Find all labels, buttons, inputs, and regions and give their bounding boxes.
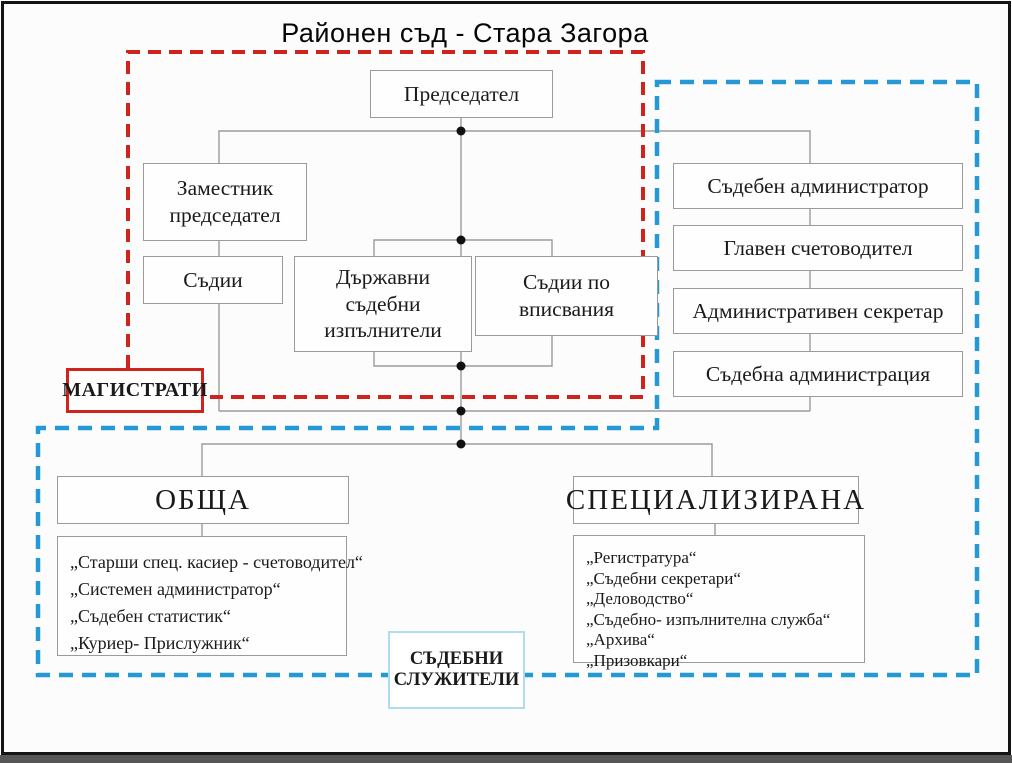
junction-dot (457, 362, 466, 371)
list-item: „Архива“ (586, 630, 655, 649)
list-item: „Съдебен статистик“ (70, 606, 231, 626)
junction-dot (457, 440, 466, 449)
list-item: „Призовкари“ (586, 650, 688, 670)
general-staff-list (57, 536, 363, 656)
node-court-administration: Съдебна администрация (673, 351, 963, 397)
node-state-bailiffs: Държавни съдебни изпълнители (294, 256, 472, 352)
list-item: „Съдебни секретари“ (586, 568, 741, 588)
node-general-header: ОБЩА (57, 476, 349, 524)
list-item: „Куриер- Прислужник“ (70, 633, 250, 653)
list-item: „Регистратура“ (586, 548, 697, 567)
junction-dot (457, 127, 466, 136)
node-registry-judges: Съдии по вписвания (475, 256, 658, 336)
magistrates-label: МАГИСТРАТИ (66, 368, 204, 413)
page-title: Районен съд - Стара Загора (281, 18, 649, 48)
list-item: „Старши спец. касиер - счетоводител“ (70, 552, 363, 572)
junction-dot (457, 407, 466, 416)
node-judges: Съдии (143, 256, 283, 304)
list-item: „Съдебно- изпълнителна служба“ (586, 609, 831, 629)
node-chairman: Председател (370, 70, 553, 118)
node-specialized-header: СПЕЦИАЛИЗИРАНА (573, 476, 859, 524)
specialized-staff-list (573, 535, 865, 670)
node-administrative-secretary: Административен секретар (673, 288, 963, 334)
node-chief-accountant: Главен счетоводител (673, 225, 963, 271)
junction-dot (457, 236, 466, 245)
court-staff-label: СЪДЕБНИ СЛУЖИТЕЛИ (388, 631, 525, 709)
node-court-administrator: Съдебен администратор (673, 163, 963, 209)
node-deputy-chairman: Заместник председател (143, 163, 307, 241)
list-item: „Системен администратор“ (70, 579, 281, 599)
list-item: „Деловодство“ (586, 589, 694, 608)
bottom-edge-strip (0, 755, 1012, 763)
